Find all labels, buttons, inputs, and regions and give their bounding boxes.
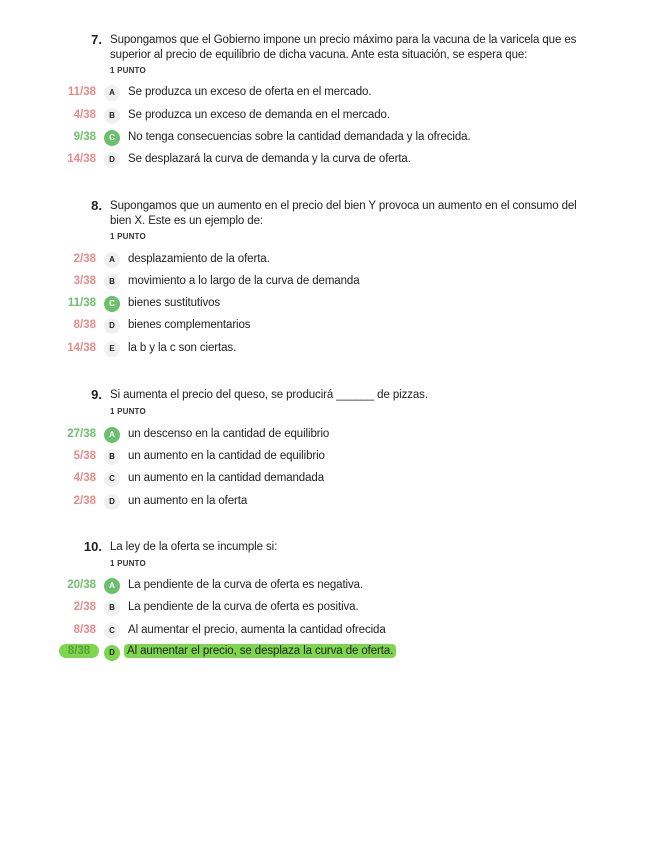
- option-letter: D: [104, 494, 120, 510]
- correct-option-letter: A: [104, 427, 120, 443]
- response-count: 27/38: [67, 428, 96, 440]
- option-text: movimiento a lo largo de la curva de demanda: [128, 275, 360, 287]
- option-text: la b y la c son ciertas.: [128, 342, 237, 354]
- option-row[interactable]: [0, 622, 654, 640]
- option-text: Se produzca un exceso de oferta en el mercado.: [128, 86, 372, 98]
- option-letter: A: [104, 252, 120, 268]
- question-text: Supongamos que el Gobierno impone un precio máximo para la vacuna de la varicela que es superior al precio de equilibrio de dicha vacuna. Ante esta situación, se espera que:: [110, 34, 577, 61]
- response-count: 9/38: [73, 131, 96, 143]
- response-count: 8/38: [73, 624, 96, 636]
- option-letter: C: [104, 623, 120, 639]
- option-letter: B: [104, 108, 120, 124]
- response-count: 8/38: [59, 644, 99, 658]
- option-text: un aumento en la oferta: [128, 495, 248, 507]
- question-text: La ley de la oferta se incumple si:: [110, 541, 278, 553]
- option-row-correct[interactable]: [0, 295, 654, 313]
- response-count: 20/38: [67, 579, 96, 591]
- option-letter: B: [104, 600, 120, 616]
- option-text: bienes complementarios: [128, 319, 251, 331]
- option-text: Se produzca un exceso de demanda en el mercado.: [128, 109, 390, 121]
- option-row-correct[interactable]: [0, 426, 654, 444]
- question-text: Supongamos que un aumento en el precio del bien Y provoca un aumento en el consumo del bien X. Este es un ejemplo de:: [110, 200, 577, 227]
- response-count: 2/38: [73, 253, 96, 265]
- correct-option-letter: C: [104, 130, 120, 146]
- option-letter: B: [104, 449, 120, 465]
- option-row[interactable]: [0, 84, 654, 102]
- option-letter: D: [104, 645, 120, 661]
- option-letter: D: [104, 152, 120, 168]
- response-count: 11/38: [67, 86, 96, 98]
- option-letter: C: [104, 471, 120, 487]
- question-points: 1 PUNTO: [110, 407, 146, 416]
- response-count: 14/38: [67, 342, 96, 354]
- response-count: 2/38: [73, 495, 96, 507]
- option-row-correct[interactable]: [0, 129, 654, 147]
- question-points: 1 PUNTO: [110, 559, 146, 568]
- response-count: 11/38: [67, 297, 96, 309]
- option-text: un descenso en la cantidad de equilibrio: [128, 428, 330, 440]
- response-count: 4/38: [73, 109, 96, 121]
- question-text: Si aumenta el precio del queso, se producirá ______ de pizzas.: [110, 389, 428, 401]
- question-number: 8.: [91, 198, 102, 213]
- option-row[interactable]: [0, 493, 654, 511]
- option-row[interactable]: [0, 317, 654, 335]
- option-letter: B: [104, 274, 120, 290]
- option-letter: A: [104, 85, 120, 101]
- response-count: 2/38: [73, 601, 96, 613]
- option-text: Al aumentar el precio, aumenta la cantidad ofrecida: [128, 624, 386, 636]
- option-row[interactable]: [0, 340, 654, 358]
- correct-option-letter: C: [104, 296, 120, 312]
- option-text: No tenga consecuencias sobre la cantidad demandada y la ofrecida.: [128, 131, 471, 143]
- option-text: La pendiente de la curva de oferta es negativa.: [128, 579, 364, 591]
- question-number: 9.: [91, 387, 102, 402]
- response-count: 14/38: [67, 153, 96, 165]
- option-text: La pendiente de la curva de oferta es positiva.: [128, 601, 359, 613]
- option-row-highlighted[interactable]: [0, 644, 654, 662]
- question-points: 1 PUNTO: [110, 232, 146, 241]
- question-number: 10.: [83, 539, 102, 554]
- response-count: 5/38: [73, 450, 96, 462]
- option-row[interactable]: [0, 273, 654, 291]
- option-letter: E: [104, 341, 120, 357]
- option-row[interactable]: [0, 251, 654, 269]
- correct-option-letter: A: [104, 578, 120, 594]
- option-text: desplazamiento de la oferta.: [128, 253, 270, 265]
- option-text: Al aumentar el precio, se desplaza la curva de oferta.: [124, 644, 396, 658]
- option-text: bienes sustitutivos: [128, 297, 221, 309]
- question-number: 7.: [91, 32, 102, 47]
- option-row[interactable]: [0, 470, 654, 488]
- response-count: 4/38: [73, 472, 96, 484]
- option-text: un aumento en la cantidad demandada: [128, 472, 324, 484]
- option-row-correct[interactable]: [0, 577, 654, 595]
- question-points: 1 PUNTO: [110, 66, 146, 75]
- option-row[interactable]: [0, 107, 654, 125]
- option-letter: D: [104, 318, 120, 334]
- option-row[interactable]: [0, 599, 654, 617]
- option-text: Se desplazará la curva de demanda y la curva de oferta.: [128, 153, 411, 165]
- option-row[interactable]: [0, 151, 654, 169]
- response-count: 3/38: [73, 275, 96, 287]
- option-text: un aumento en la cantidad de equilibrio: [128, 450, 325, 462]
- option-row[interactable]: [0, 448, 654, 466]
- response-count: 8/38: [73, 319, 96, 331]
